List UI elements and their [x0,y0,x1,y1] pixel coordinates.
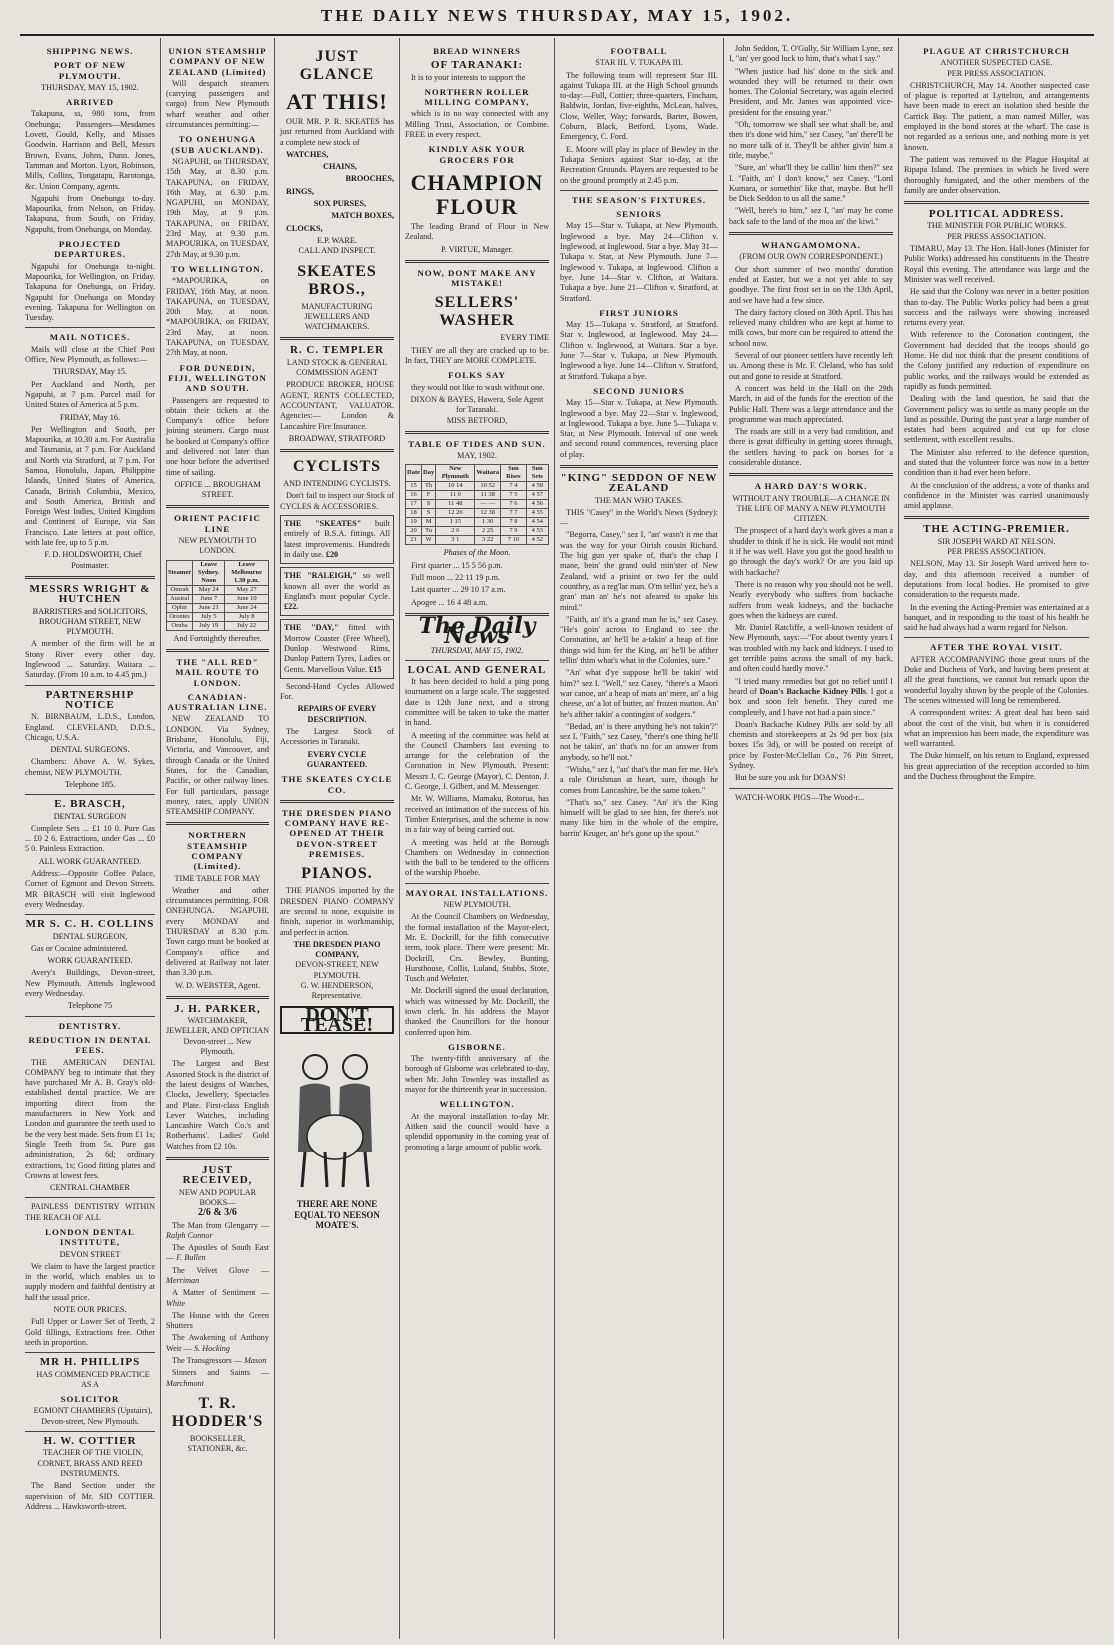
doans-product: Doan's Backache Kidney Pills [759,686,866,696]
list-item: The Velvet Glove — Merriman [166,1265,269,1285]
plague-heading: PLAGUE AT CHRISTCHURCH [923,46,1070,56]
tides-table: Date Day New Plymouth Waitara Sun Rises Sun Sets 15 Th 10 14 10 52 7 4 4 58 16 F 11 0 11 38 7 5 4 57 17 S 11 48 — — 7 6 4 56 18 S 12 26 12 38 7 7 4 55 19 M 1 15 1 30 7 8 4 54 20 Tu 2 6 2 25 7 9 4 53 21 W 3 1 3 22 7 10 4 52 [405,464,549,545]
masthead-title: THE DAILY NEWS THURSDAY, MAY 15, 1902. [320,6,794,25]
orient-sailings-table: Steamer Leave Sydney. Noon Leave Melbourne 1.30 p.m. Omrah May 24 May 27 Austral June 7 June 10 Ophir June 21 June 24 Orontes July 5 July 8 Oruba July 19 July 22 [166,560,269,631]
royal-visit-heading: AFTER THE ROYAL VISIT. [930,642,1063,653]
table-row: 18 S 12 26 12 38 7 7 4 55 [406,509,549,518]
political-address-heading: POLITICAL ADDRESS. [928,208,1065,221]
wright-hutchen-title: MESSRS WRIGHT & HUTCHEN [29,582,151,606]
port-heading: PORT OF NEW PLYMOUTH. [53,60,127,81]
column-5: FOOTBALL STAR III. V. TUKAPA III. The following team will represent Star III. against Tukapa III. at the High School grounds to-day:—Full, Cottier; three-quarters, Fincham, Baldwin, Jordan, five-eighths, McLean, halves, Clow, Weller, Way; forwards, Barter, Bowen, Coburn, Black, Betford, Lyons, Wade. Emergency, C. Ford. E. Moore will play in place of Bewley in the Tukapa Seniors against Star to-day, at the Recreation Grounds. Players are requested to be on the ground promptly at 2.45 p.m. THE SEASON'S FIXTURES. SENIORS May 15—Star v. Tukapa, at New Plymouth. Inglewood a bye. May 24—Clifton v. Inglewood, at Inglewood. Star a bye. May 31—Tukapa v. Star, at New Plymouth. June 7—Inglewood v. Tukapa, at Inglewood. Clifton a bye. June 14—Star v. Clifton, at Waitara. Tukapa a bye. June 21—Clifton v. Stratford, at Stratford. FIRST JUNIORS May 15—Tukapa v. Stratford, at Stratford. Star v. Inglewood, at Inglewood. May 24—Clifton v. Inglewood, at Waitara. Star a bye. June 7—Star v. Tukapa, at New Plymouth. Inglewood a bye. June 14—Clifton v. Stratford, at Stratford. Tukapa a bye. SECOND JUNIORS May 15—Star v. Tukapa, at New Plymouth. Inglewood a bye. May 22—Star v. Inglewood, at Inglewood. Tukapa a bye. June 5—Tukapa v. Star, at New Plymouth. Interval of one week and second round commences, reversing place of play. "KING" SEDDON OF NEW ZEALAND THE MAN WHO TAKES. THIS "Casey" in the World's News (Sydney):— "Begorra, Casey," sez I, "an' wasn't it me that was the way for your Oirish cousin Richard. The big gun yer spake of, that's the chap I mane, bein' the grand ould min'ster of New Zealand, wid a prisint or two fer the ould counthry, as a reg'lar man. O'm tellin' yez, he's a gran' man an' he's not afeared to spake his mind." "Faith, an' it's a grand man he is," sez Casey. "He's goin' across to England to see the Coronation, an' he'll be a-takin' a heap of fine things wid him fer the King, an' he'll be afther tellin' thim what's what in the Colonies, sure." "An' what d'ye suppose he'll be takin' wid him?" sez I. "Well," sez Casey, "there's a Maori war canoe, an' a heap of mats an' mere, an' a big cheese, an' a lot of butter, an' frozen mutton. An' he's afther takin' a contingint of sodgers." "Bedad, an' is there anything he's not takin'?" sez I. "Faith," sez Casey, "there's one thing he'll not be takin', an' that's no for an answer from anybody, so he'll not." "Wisha," sez I, "an' that's the man fer me. He's a rale Oirishman at heart, sure, though he comes from Lancashire, be the same token." "That's so," sez Casey. "An' it's the King himself will be glad to see him, fer there's not many like him in the whole of the empire, barrin' Kruger, an' he's gone up the spout." [554,38,723,1639]
just-glance-title: JUST GLANCE [299,48,375,83]
whangamomona-heading: WHANGAMOMONA. [761,240,861,251]
brasch-title: E. BRASCH, [54,798,126,811]
collins-title: MR S. C. H. COLLINS [25,918,155,931]
table-row: 20 Tu 2 6 2 25 7 9 4 53 [406,527,549,536]
neeson-moate-slogan: THERE ARE NONE EQUAL TO NEESON MOATE'S. [294,1199,380,1231]
table-row: 17 S 11 48 — — 7 6 4 56 [406,500,549,509]
column-2: UNION STEAMSHIP COMPANY OF NEW ZEALAND (Limited) Will despatch steamers (carrying passengers and cargo) from New Plymouth wharf weather and other circumstances permitting:— TO ONEHUNGA (SUB AUCKLAND). NGAPUHI, on THURSDAY, 15th May, at 8.30 p.m. TAKAPUNA, on FRIDAY, 16th May, at 6.30 p.m. NGAPUHI, on MONDAY, 19th May, at 9 p.m. TAKAPUNA, on FRIDAY, 23rd May, at 9.30 p.m. MAPOURIKA, on TUESDAY, 27th May, at 9.30 p.m. TO WELLINGTON. *MAPOURIKA, on FRIDAY, 16th May, at noon. TAKAPUNA, on TUESDAY, 20th May, at noon. *MAPOURIKA, on FRIDAY, 23rd May, at noon. TAKAPUNA, on TUESDAY, 27th May, at noon. FOR DUNEDIN, FIJI, WELLINGTON AND SOUTH. Passengers are requested to obtain their tickets at the Company's office before joining steamers. Cargo must be booked at Company's office and delivered not later than one hour before the advertised time of sailing. OFFICE ... BROUGHAM STREET. ORIENT PACIFIC LINE NEW PLYMOUTH TO LONDON. Steamer Leave Sydney. Noon Leave Melbourne 1.30 p.m. Omrah May 24 May 27 Austral June 7 June 10 Ophir June 21 June 24 Orontes July 5 July 8 Oruba July 19 July 22 And Fortnightly thereafter. THE "ALL RED" MAIL ROUTE TO LONDON. CANADIAN-AUSTRALIAN LINE. NEW ZEALAND TO LONDON. Via Sydney, Brisbane, Honolulu, Fiji, Victoria, and Vancouver, and through Canada or the United States, for the Canadian, Pacific, or other railway lines. For full particulars, passage money, rates, apply UNION STEAMSHIP COMPANY. NORTHERN STEAMSHIP COMPANY (Limited). TIME TABLE FOR MAY Weather and other circumstances permitting. FOR ONEHUNGA. NGAPUHI, every MONDAY and THURSDAY at 8.30 p.m. Town cargo must be booked at Company's office and delivered at Railway not later than 3.30 p.m. W. D. WEBSTER, Agent. J. H. PARKER, WATCHMAKER, JEWELLER, AND OPTICIAN Devon-street ... New Plymouth. The Largest and Best Assorted Stock is the district of the latest designs of Watches, Clocks, Jewellery, Spectacles and Plate. First-class English Lever Watches, including Lancashire Watch Co.'s and Rotherhams'. Ladies' Gold Watches from £2 10s. JUST RECEIVED, NEW AND POPULAR BOOKS— 2/6 & 3/6 The Man from Glengarry — Ralph Connor The Apostles of South East — F. Bullen The Velvet Glove — Merriman A Matter of Sentiment — White The House with the Green Shutters The Awakening of Anthony Weir — S. Hocking The Transgressors — Mason Sinners and Saints — Marchmont T. R. HODDER'S BOOKSELLER, STATIONER, &c. [160,38,274,1639]
union-steamship-title: UNION STEAMSHIP COMPANY OF NEW ZEALAND (Limited) [168,46,267,77]
acting-premier-heading: THE ACTING-PREMIER. [923,523,1070,536]
mayoral-heading: MAYORAL INSTALLATIONS. [405,887,549,898]
bread-winners-title: BREAD WINNERS [433,46,521,56]
list-item: The Man from Glengarry — Ralph Connor [166,1220,270,1240]
orient-pacific-title: ORIENT PACIFIC LINE [174,513,261,534]
list-item: First quarter ... 15 5 56 p.m. [411,560,503,570]
table-row: Omrah May 24 May 27 [167,585,269,594]
just-received-title: JUST RECEIVED, [182,1164,253,1187]
glance-items: WATCHES, CHAINS, BROOCHES, RINGS, SOX PURSES, MATCH BOXES, CLOCKS, [286,149,394,233]
shipping-heading: SHIPPING NEWS. [46,46,134,56]
list-item: A Matter of Sentiment — White [166,1288,269,1308]
cyclists-title: CYCLISTS [292,458,382,476]
shipping-date: THURSDAY, MAY 15, 1902. [41,82,139,92]
table-row: 16 F 11 0 11 38 7 5 4 57 [406,491,549,500]
table-row: Ophir June 21 June 24 [167,603,269,612]
champion-flour-title: CHAMPION FLOUR [410,169,544,219]
football-heading: FOOTBALL [610,46,668,56]
column-6: John Seddon, T. O'Gully, Sir William Lyne, sez I, "an' yer good luck to him, that's what I say." "When justice had his' done to the sick and wounded they will be returned to their own homes. The Colonial Secretary, was again elected President, and Mr. James was appointed vice-president for the ensuing year." "Oh, tomorrow we shall see what shall be, and then it's done wid him," sez Casey, "an' there'll be no more talk of it. They'll be afther givin' him a title, maybe." "Sure, an' what'll they be callin' him then?" sez I. "Faith, an' I don't know," sez Casey. "Lord Kumara, or somethin' like that, maybe. But he'll be Dick Seddon to us all the same." "Well, here's to him," sez I, "an' may he come back safe to the land of the moa an' the kiwi." WHANGAMOMONA. (FROM OUR OWN CORRESPONDENT.) Our short summer of two months' duration ended at Easter, but we a not yet able to say goodbye. The first frost set in on the 13th April, and we have had a few since. The dairy factory closed on 30th April. This has relieved many children who are kept at home to milk cows, but more can be required to attend the school now. Several of our pioneer settlers have recently left us. Among these is Mr. F. Cleland, who has sold out and gone to reside at Stratford. A concert was held in the Hall on the 29th March, in aid of the funds for the erection of the Public Hall. There was a large attendance and the programme was much appreciated. The roads are still in a very bad condition, and there is great difficulty in getting stores through, the settlers having to pack on horses for a considerable distance. A HARD DAY'S WORK. WITHOUT ANY TROUBLE—A CHANGE IN THE LIFE OF MANY A NEW PLYMOUTH CITIZEN. The prospect of a hard day's work gives a man a shudder to think if he is sick. He would not mind it if he was well. Have you got the good health to go through the day's work? Or are you laid up with backache? There is no reason why you should not be well. Nearly everybody who suffers from backache suffers from weak kidneys, and the backache goes when the kidneys are cured. Mr. Daniel Ratcliffe, a well-known resident of New Plymouth, says:—"For about twenty years I was troubled with my back and kidneys. I used to get terrible pains across the small of my back, and often could hardly move." "I tried many remedies but got no relief until I heard of Doan's Backache Kidney Pills. I got a box and soon felt benefit. They cured me completely, and I have not had a pain since." Doan's Backache Kidney Pills are sold by all chemists and storekeepers at 2s 9d per box (six boxes 15s 3d), or will be posted on receipt of price by Foster-McClellan Co., 76 Pitt Street, Sydney. But be sure you ask for DOAN'S! WATCH-WORK PIGS—The Wood-r... [723,38,898,1639]
shipping-text: Takapuna, ss, 980 tons, from Onehunga; Passengers—Mesdames Lovett, Gould, Kelly, and Misses Goodwin. Harrison and Bell, Messrs Brown, Evans, Johns, Dunn. Jones, Tamman and Morton. Lyon, Robinson, Mills, Collins, Tongatapu, Rarotonga, &c. Union Company, agents. [25,109,155,191]
arrived-heading: ARRIVED [65,97,115,108]
day-cycle-ad: THE "DAY," fitted with Morrow Coaster (Free Wheel), Dunlop Westwood Rims, Dunlop Pattern Tyres, Ladies or Gents. Marvellous Value. £15 [280,619,394,678]
column-3: JUST GLANCE AT THIS! OUR MR. P. R. SKEATES has just returned from Auckland with a complete new stock of WATCHES, CHAINS, BROOCHES, RINGS, SOX PURSES, MATCH BOXES, CLOCKS, E.P. WARE. CALL AND INSPECT. SKEATES BROS., MANUFACTURING JEWELLERS AND WATCHMAKERS. R. C. TEMPLER LAND STOCK & GENERAL COMMISSION AGENT PRODUCE BROKER, HOUSE AGENT, RENTS COLLECTED, ACCOUNTANT, VALUATOR. Agencies:— London & Lancashire Fire Insurance. BROADWAY, STRATFORD CYCLISTS AND INTENDING CYCLISTS. Don't fail to inspect our Stock of CYCLES & ACCESSORIES. THE "SKEATES" built entirely of B.S.A. fittings. All latest improvements. Hundreds in daily use. £20 THE "RALEIGH," so well known all over the world as England's most popular Cycle. £22. THE "DAY," fitted with Morrow Coaster (Free Wheel), Dunlop Westwood Rims, Dunlop Pattern Tyres, Ladies or Gents. Marvellous Value. £15 Second-Hand Cycles Allowed For. REPAIRS OF EVERY DESCRIPTION. The Largest Stock of Accessories in Taranaki. EVERY CYCLE GUARANTEED. THE SKEATES CYCLE CO. THE DRESDEN PIANO COMPANY HAVE RE-OPENED AT THEIR DEVON-STREET PREMISES. PIANOS. THE PIANOS imported by the DRESDEN PIANO COMPANY are second to none, exquisite in finish, superior in workmanship, and perfect in action. THE DRESDEN PIANO COMPANY, DEVON-STREET, NEW PLYMOUTH. G. W. HENDERSON, Representative. DON'T TEASE! THERE ARE NONE EQUAL TO NEESON MOATE'S. [274,38,399,1639]
dresden-title: THE DRESDEN PIANO COMPANY HAVE RE-OPENED AT THEIR DEVON-STREET PREMISES. [281,807,393,860]
london-dental-title: LONDON DENTAL INSTITUTE, [45,1226,135,1248]
mail-notices-heading: MAIL NOTICES. [49,332,131,343]
list-item: The Transgressors — Mason [172,1356,267,1366]
list-item: The Awakening of Anthony Weir — S. Hocking [166,1333,269,1353]
book-list [166,1221,269,1389]
column-1: SHIPPING NEWS. PORT OF NEW PLYMOUTH. THURSDAY, MAY 15, 1902. ARRIVED Takapuna, ss, 980 tons, from Onehunga; Passengers—Mesdames Lovett, Gould, Kelly, and Misses Goodwin. Harrison and Bell, Messrs Brown, Evans, Johns, Dunn. Jones, Tamman and Morton. Lyon, Robinson, Mills, Collins, Tongatapu, Rarotonga, &c. Union Company, agents. Ngapuhi from Onehunga to-day. Mapourika, from Nelson, on Friday. Takapuna, from South, on Friday. Ngapuhi, from Onehunga, on Monday. PROJECTED DEPARTURES. Ngapuhi for Onehunga to-night. Mapourika, for Wellington, on Friday. Takapuna for Onehunga, on Friday. Ngapuhi for Onehunga on Monday evening. Takapuna for Wellington on Tuesday. MAIL NOTICES. Mails will close at the Chief Post Office, New Plymouth, as follows:— THURSDAY, May 15. Per Auckland and North, per Ngapuhi, at 7 p.m. Parcel mail for United States of America at 5 p.m. FRIDAY, May 16. Per Wellington and South, per Mapourika, at 10.30 a.m. For Australia and Tasmania, at 7 p.m. For Auckland and North via Stratford, at 7 p.m. For Samoa, Honolulu, Japan, Philippine Islands, United States of America, Canada, British Columbia, Mexico, and South America, British and Foreign West Indies, United Kingdom and Continent of Europe, via San Francisco. Late letters at post office, with late fee, up to 5 p.m. F. D. HOLDSWORTH, Chief Postmaster. MESSRS WRIGHT & HUTCHEN BARRISTERS and SOLICITORS, BROUGHAM STREET, NEW PLYMOUTH. A member of the firm will be at Stony River every other day. Inglewood ... Saturday. Waitara ... Saturday. (From 10 a.m. to 4.45 pm.) PARTNERSHIP NOTICE N. BIRNBAUM, L.D.S., London, England. CLEVELAND, D.D.S., Chicago, U.S.A. DENTAL SURGEONS. Chambers: Above A. W. Sykes, chemist, NEW PLYMOUTH. Telephone 185. E. BRASCH, DENTAL SURGEON Complete Sets ... £1 10 0. Pure Gas ... £0 2 6. Extractions, under Gas ... £0 5 0. Painless Extraction. ALL WORK GUARANTEED. Address:—Opposite Coffee Palace, Corner of Egmont and Devon Streets. MR BRASCH will visit Inglewood every Wednesday. MR S. C. H. COLLINS DENTAL SURGEON, Gas or Cocaine administered. WORK GUARANTEED. Avery's Buildings, Devon-street, New Plymouth. Attends Inglewood every Wednesday. Telephone 75 DENTISTRY. REDUCTION IN DENTAL FEES. THE AMERICAN DENTAL COMPANY beg to intimate that they have purchased Mr A. B. Gray's old-established dental practice. We are importing direct from the manufacturers in New York and London and guarantee the teeth used to be the very best made. Sets from £1 1s; Single Teeth from 5s. Pure gas administration, 2s 6d; ordinary extractions, 1s; Good fitting plates and Crowns at lowest fees. CENTRAL CHAMBER PAINLESS DENTISTRY WITHIN THE REACH OF ALL LONDON DENTAL INSTITUTE, DEVON STREET We claim to have the largest practice in the world, which enables us to supply modern and faithful dentistry at half the usual price. NOTE OUR PRICES. Full Upper or Lower Set of Teeth, 2 Gold fillings, Extractions free. Other teeth in proportion. MR H. PHILLIPS HAS COMMENCED PRACTICE AS A SOLICITOR EGMONT CHAMBERS (Upstairs), Devon-street, New Plymouth. H. W. COTTIER TEACHER OF THE VIOLIN, CORNET, BRASS AND REED INSTRUMENTS. The Band Section under the supervision of Mr. SID COTTIER. Address ... Hawksworth-street. [25,46,155,1511]
northern-steamship-title: NORTHERN STEAMSHIP COMPANY (Limited). [187,830,248,872]
partnership-title: PARTNERSHIP NOTICE [45,688,135,711]
postmaster: F. D. HOLDSWORTH, Chief Postmaster. [44,550,142,570]
tides-title: TABLE OF TIDES AND SUN. [408,438,546,449]
skeates-cycle-ad: THE "SKEATES" built entirely of B.S.A. fittings. All latest improvements. Hundreds in daily use. £20 [280,515,394,564]
list-item: Last quarter ... 29 10 17 a.m. [411,585,506,595]
masthead [20,6,1094,36]
column-4: BREAD WINNERS OF TARANAKI: It is to your interests to support the NORTHERN ROLLER MILLING COMPANY, which is in no way connected with any Milling Trust, Association, or Combine. FREE in every respect. KINDLY ASK YOUR GROCERS FOR CHAMPION FLOUR The leading Brand of Flour in New Zealand. P. VIRTUE, Manager. NOW, DONT MAKE ANY MISTAKE! SELLERS' WASHER EVERY TIME THEY are all they are cracked up to be. In fact, THEY are MORE COMPLETE. FOLKS SAY they would not like to wash without one. DIXON & BAYES, Hawera, Sole Agent for Taranaki. MISS BETFORD, TABLE OF TIDES AND SUN. MAY, 1902. Date Day New Plymouth Waitara Sun Rises Sun Sets 15 Th 10 14 10 52 7 4 4 58 16 F 11 0 11 38 7 5 4 57 17 S 11 48 — — 7 6 4 56 18 S 12 26 12 38 7 7 4 55 19 M 1 15 1 30 7 8 4 54 20 Tu 2 6 2 25 7 9 4 53 21 W 3 1 3 22 7 10 4 52 Phases of the Moon. First quarter ... 15 5 56 p.m. Full moon ... 22 11 19 p.m. Last quarter ... 29 10 17 a.m. Apogee ... 16 4 48 a.m. The Daily News THURSDAY, MAY 15, 1902. LOCAL AND GENERAL It has been decided to hold a ping pong tournament on a large scale. The suggested date is 12th June next, and a strong committee will be taken to take the matter in hand. A meeting of the committee was held at the Council Chambers last evening to arrange for the celebration of the Coronation in New Plymouth. Present: Messrs J. C. George (Mayor), C. Denton, J. C. George, J. Gilbert, and M. Messenger. Mr. W. Williams, Mamaku, Rotorua, has received an intimation of the success of his Timber Enterprises, and the scheme is now in a fair way of being carried out. A meeting was held at the Borough Chambers on Wednesday in connection with the ball to be tendered to the officers of the warship Phoebe. MAYORAL INSTALLATIONS. NEW PLYMOUTH. At the Council Chambers on Wednesday, the formal installation of the Mayor-elect, Mr. E. Dockrill, for the fifth consecutive term, took place. There were present: Mr. Dockrill, Crs. Bewley, Bunting, Hursthouse, Collis, Luland, Stubbs, Stote, Tusch and Webster. Mr. Dockrill signed the usual declaration, which was witnessed by Mr. Dockrill, the town clerk. In his address the Mayor thanked the Councillors for the honour conferred upon him. GISBORNE. The twenty-fifth anniversary of the borough of Gisborne was celebrated to-day, when Mr. John Townley was installed as mayor for the thirteenth year in succession. WELLINGTON. At the mayoral installation to-day Mr. Aitken said the council would have a splendid opportunity in the coming year of promoting a large amount of public work. [399,38,554,1639]
templer-title: R. C. TEMPLER [289,344,385,357]
cottier-title: H. W. COTTIER [43,1435,137,1448]
table-row: Austral June 7 June 10 [167,594,269,603]
moon-phases [405,561,549,608]
all-red-title: THE "ALL RED" MAIL ROUTE TO LONDON. [175,656,260,688]
sellers-washer-title: SELLERS' WASHER [434,294,520,330]
column-7: PLAGUE AT CHRISTCHURCH ANOTHER SUSPECTED CASE. PER PRESS ASSOCIATION. CHRISTCHURCH, May 14. Another suspected case of plague is reported at Lyttelton, and arrangements have been made to erect an isolation shed beside the Carrick Bay. The patient, a man named Miller, was employed in the bond stores at the wharf. The case is not regarded as a serious one, and nothing more is yet known. The patient was removed to the Plague Hospital at Ripapa Island. The premises in which he lived were thoroughly fumigated, and the other members of the family are under observation. POLITICAL ADDRESS. THE MINISTER FOR PUBLIC WORKS. PER PRESS ASSOCIATION. TIMARU, May 13. The Hon. Hall-Jones (Minister for Public Works) addressed his constituents in the Theatre Royal this evening. The attendance was large and the Minister was well received. He said that the Colony was never in a better position than to-day. The Public Works policy had been a great success and the railways were showing increased returns every year. With reference to the Coronation contingent, the Government had decided that the troops should go Home. He did not think that the present conditions of the Colony justified any reduction of expenditure on public works, and the railways would be extended as rapidly as funds permitted. Dealing with the land question, he said that the Government policy was to settle as many people on the land as possible. During the past year a large number of estates had been acquired and cut up for close settlement, with excellent results. The Minister also referred to the defence question, and stated that the volunteer force was now in a better condition than it had ever been before. At the conclusion of the address, a vote of thanks and confidence in the Minister was carried unanimously amid applause. THE ACTING-PREMIER. SIR JOSEPH WARD AT NELSON. PER PRESS ASSOCIATION. NELSON, May 13. Sir Joseph Ward arrived here to-day, and this afternoon received a number of deputations from local bodies. He promised to give consideration to the requests made. In the evening the Acting-Premier was entertained at a banquet, and in responding to the toast of his health he said he had always had a warm regard for Nelson. AFTER THE ROYAL VISIT. AFTER ACCOMPANYING those great tours of the Duke and Duchess of York, and having been present at all the great functions, we cannot but remark upon the wonderful loyalty shown by the people of the Colonies. The scenes witnessed will long be remembered. A correspondent writes: A great deal has been said about the cost of the visit, but when it is considered what an impression has been made, the expenditure was well warranted. The Duke himself, on his return to England, expressed his great appreciation of the reception accorded to him and the Duchess throughout the Empire. [898,38,1094,1639]
list-item: Sinners and Saints — Marchmont [166,1368,270,1388]
paper-nameplate: The Daily News [418,612,536,650]
table-row: 15 Th 10 14 10 52 7 4 4 58 [406,482,549,491]
seddon-heading: "KING" SEDDON OF NEW ZEALAND [560,471,718,495]
dont-tease-title: DON'T TEASE! [280,1006,394,1035]
parker-title: J. H. PARKER, [174,1002,261,1015]
hard-days-work-heading: A HARD DAY'S WORK. [754,481,868,492]
hodder-title: T. R. HODDER'S [171,1394,264,1430]
table-row: Orontes July 5 July 8 [167,612,269,621]
local-general-heading: LOCAL AND GENERAL [407,663,547,676]
table-row: 19 M 1 15 1 30 7 8 4 54 [406,518,549,527]
list-item: Full moon ... 22 11 19 p.m. [411,573,501,583]
raleigh-cycle-ad: THE "RALEIGH," so well known all over the world as England's most popular Cycle. £22. [280,567,394,616]
skeates-bros-title: SKEATES BROS., [297,262,377,298]
table-row: Oruba July 19 July 22 [167,621,269,630]
list-item: The Apostles of South East — F. Bullen [166,1243,269,1263]
two-men-illustration [280,1042,390,1192]
phillips-title: MR H. PHILLIPS [39,1356,141,1369]
list-item: Apogee ... 16 4 48 a.m. [411,597,488,607]
list-item: The House with the Green Shutters [166,1310,269,1331]
table-row: 21 W 3 1 3 22 7 10 4 52 [406,536,549,545]
